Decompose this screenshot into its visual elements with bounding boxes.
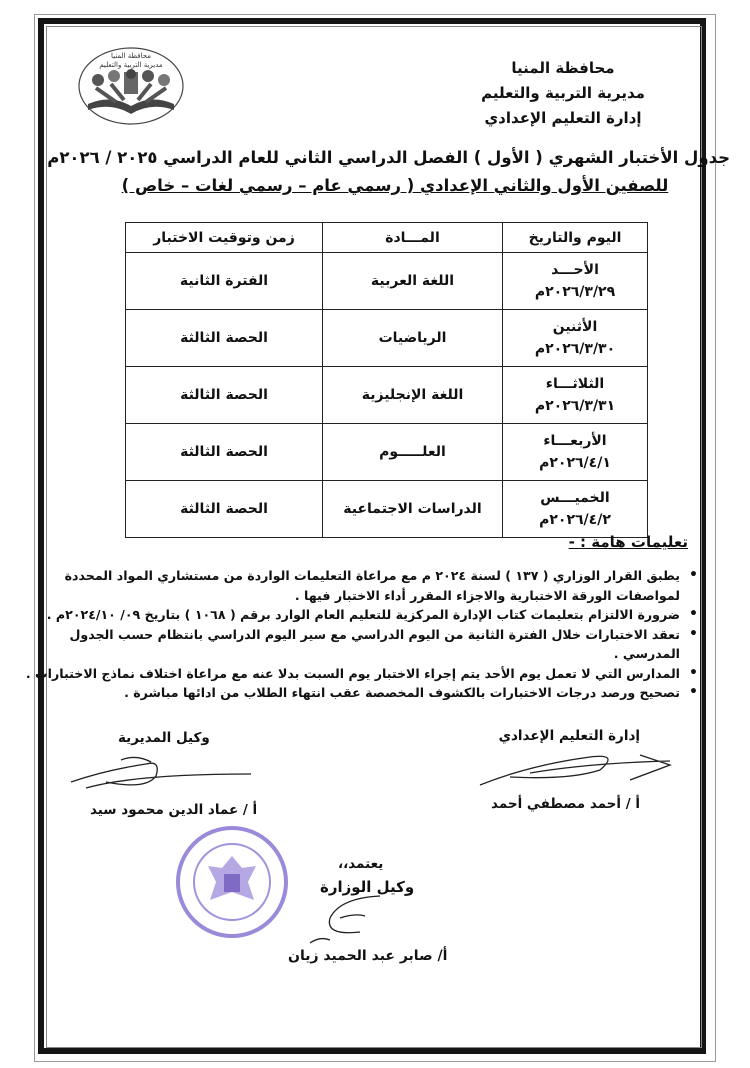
instructions-list <box>20 566 702 703</box>
day-cell <box>503 424 648 481</box>
table-row <box>126 424 648 481</box>
day-name: الثلاثـــاء <box>545 376 605 392</box>
logo-line2: مديرية التربية والتعليم <box>99 61 163 69</box>
table-row <box>126 253 648 310</box>
time-cell: الفترة الثانية <box>126 253 323 310</box>
subject-cell: الرياضيات <box>323 310 503 367</box>
day-cell <box>503 310 648 367</box>
subject-cell: العلـــــوم <box>323 424 503 481</box>
day-date: ٢٠٢٦/٣/٣١م <box>534 398 616 414</box>
subject-cell: اللغة الإنجليزية <box>323 367 503 424</box>
table-row <box>126 367 648 424</box>
approval-signature-scribble <box>300 888 410 948</box>
day-name: الأثنين <box>552 319 598 335</box>
instruction-item: • تعقد الاختبارات خلال الفترة الثانية من اليوم الدراسي مع سير اليوم الدراسي بانتظام حسب الجدول المدرسي . <box>20 625 680 664</box>
instruction-item: • يطبق القرار الوزاري ( ١٣٧ ) لسنة ٢٠٢٤ م مع مراعاة التعليمات الواردة من مستشاري المواد المحددة لمواصفات الورقة الاختبارية والاجزاء المقرر أداء الاختبار فيها . <box>20 566 680 605</box>
day-name: الأربعـــاء <box>543 433 607 449</box>
day-date: ٢٠٢٦/٣/٣٠م <box>534 341 616 357</box>
signature-left-scribble <box>66 752 256 794</box>
instruction-item: • ضرورة الالتزام بتعليمات كتاب الإدارة المركزية للتعليم العام الوارد برقم ( ١٠٦٨ ) بتاريخ ٠٩/ ٢٠٢٤/١٠م . <box>20 605 680 625</box>
instructions-title: تعليمات هامة : - <box>568 533 688 551</box>
signature-left-name: أ / عماد الدين محمود سيد <box>90 802 258 818</box>
time-cell: الحصة الثالثة <box>126 367 323 424</box>
logo-line1: محافظة المنيا <box>111 52 151 60</box>
governorate-name: محافظة المنيا <box>511 59 615 77</box>
signature-right-title: إدارة التعليم الإعدادي <box>498 728 640 744</box>
time-cell: الحصة الثالثة <box>126 481 323 538</box>
day-name: الأحـــد <box>551 262 599 278</box>
day-name: الخميـــس <box>540 490 610 506</box>
document-title: جدول الأختبار الشهري ( الأول ) الفصل الدراسي الثاني للعام الدراسي ٢٠٢٥ / ٢٠٢٦م <box>47 148 730 167</box>
subject-cell: الدراسات الاجتماعية <box>323 481 503 538</box>
instruction-item: • المدارس التي لا تعمل يوم الأحد يتم إجراء الاختبار يوم السبت بدلا عنه مع مراعاة اختلاف نماذج الاختبارات . <box>20 664 680 684</box>
document-subtitle: للصفين الأول والثاني الإعدادي ( رسمي عام – رسمي لغات – خاص ) <box>121 176 669 195</box>
header-subject: المـــادة <box>323 223 503 253</box>
signature-left-title: وكيل المديرية <box>118 730 210 746</box>
administration-name: إدارة التعليم الإعدادي <box>484 109 642 127</box>
time-cell: الحصة الثالثة <box>126 424 323 481</box>
table-header-row <box>126 223 648 253</box>
day-date: ٢٠٢٦/٣/٢٩م <box>534 284 616 300</box>
subject-cell: اللغة العربية <box>323 253 503 310</box>
approval-label: يعتمد،، <box>338 856 384 872</box>
exam-schedule-table <box>125 222 648 538</box>
directorate-name: مديرية التربية والتعليم <box>481 84 645 102</box>
directorate-logo <box>76 44 186 126</box>
time-cell: الحصة الثالثة <box>126 310 323 367</box>
header-time: زمن وتوقيت الاختبار <box>126 223 323 253</box>
header-day-date: اليوم والتاريخ <box>503 223 648 253</box>
day-date: ٢٠٢٦/٤/١م <box>539 455 611 471</box>
approval-title: وكيل الوزارة <box>320 878 415 896</box>
day-cell <box>503 367 648 424</box>
approval-name: أ/ صابر عبد الحميد زيان <box>288 948 448 964</box>
letterhead <box>448 56 678 131</box>
day-date: ٢٠٢٦/٤/٢م <box>539 512 611 528</box>
table-row <box>126 481 648 538</box>
day-cell <box>503 253 648 310</box>
day-cell <box>503 481 648 538</box>
table-row <box>126 310 648 367</box>
official-stamp <box>170 822 300 942</box>
signature-right-scribble <box>470 745 690 795</box>
signature-right-name: أ / أحمد مصطفي أحمد <box>491 796 640 812</box>
instruction-item: • تصحيح ورصد درجات الاختبارات بالكشوف المخصصة عقب انتهاء الطلاب من ادائها مباشرة . <box>20 683 680 703</box>
